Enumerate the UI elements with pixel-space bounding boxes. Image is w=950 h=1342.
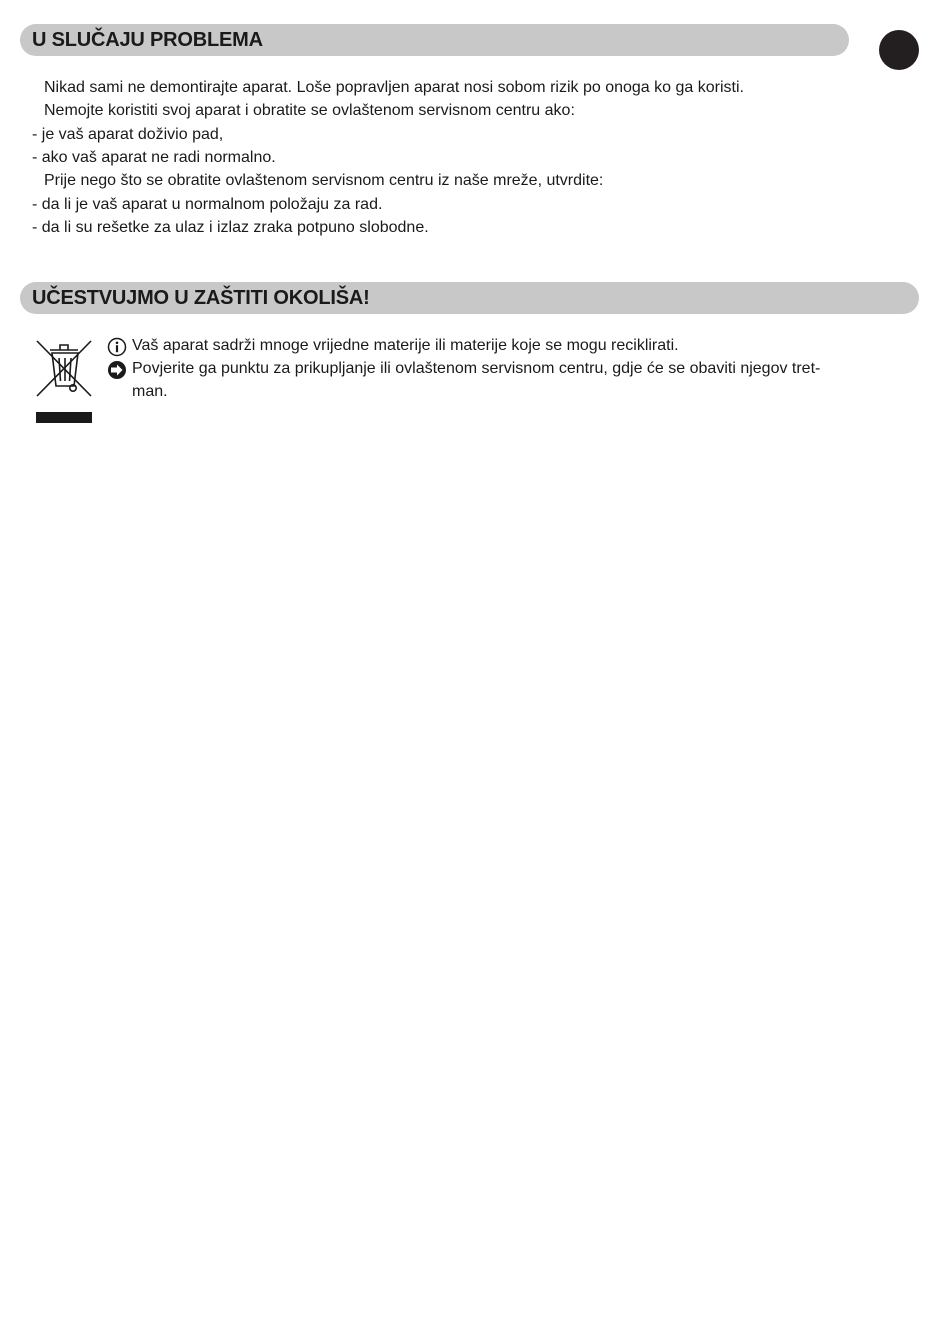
section-header-problem: [20, 24, 849, 56]
list-item: - da li su rešetke za ulaz i izlaz zraka potpuno slobodne.: [32, 219, 429, 236]
page-marker-dot: [879, 30, 919, 70]
section-title: UČESTVUJMO U ZAŠTITI OKOLIŠA!: [32, 286, 370, 309]
arrow-right-circle-icon: [107, 360, 127, 380]
crossed-out-wheelie-bin-icon: [34, 336, 94, 426]
section-header-environment: [20, 282, 919, 314]
list-item: - je vaš aparat doživio pad,: [32, 126, 224, 143]
info-note: Vaš aparat sadrži mnoge vrijedne materije ili materije koje se mogu reciklirati.: [132, 337, 679, 354]
section-title: U SLUČAJU PROBLEMA: [32, 28, 263, 51]
paragraph-line: Nikad sami ne demontirajte aparat. Loše popravljen aparat nosi sobom rizik po onoga ko ga koristi.: [44, 79, 744, 96]
list-item: - ako vaš aparat ne radi normalno.: [32, 149, 276, 166]
info-circle-icon: [107, 337, 127, 357]
action-note-continued: man.: [132, 383, 168, 400]
list-item: - da li je vaš aparat u normalnom položaju za rad.: [32, 196, 383, 213]
action-note: Povjerite ga punktu za prikupljanje ili ovlaštenom servisnom centru, gdje će se obaviti njegov tret-: [132, 360, 821, 377]
paragraph-line: Nemojte koristiti svoj aparat i obratite se ovlaštenom servisnom centru ako:: [44, 102, 575, 119]
paragraph-line: Prije nego što se obratite ovlaštenom servisnom centru iz naše mreže, utvrdite:: [44, 172, 604, 189]
